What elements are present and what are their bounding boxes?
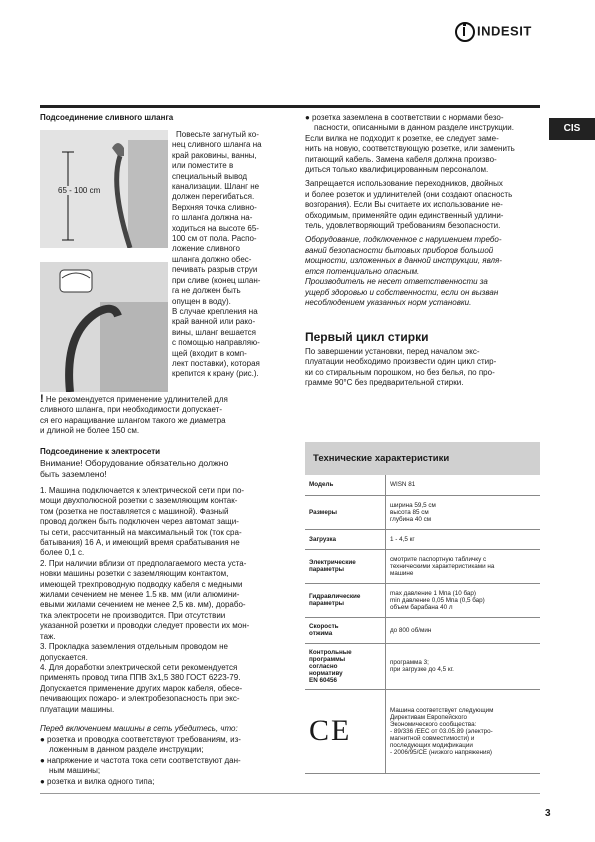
spec-value: ширина 59,5 см высота 85 см глубина 40 см — [386, 495, 541, 529]
attention-line: Внимание! Оборудование обязательно должно — [40, 458, 229, 468]
drain-line: нец сливного шланга на — [172, 140, 262, 150]
drain-warning-line: ся его наращивание шлангом такого же диаметра — [40, 415, 226, 425]
cycle-line: По завершении установки, перед началом экс- — [305, 347, 480, 356]
spec-row — [305, 475, 540, 495]
right-line: питающий кабель. Замена кабеля должна произво- — [305, 154, 497, 164]
drain-warning-line — [40, 394, 285, 405]
drain-heading: Подсоединение сливного шланга — [40, 113, 174, 122]
drain-line: лект поставки), которая — [172, 358, 260, 368]
drain-warning — [40, 394, 285, 437]
elec-line: 4. Для доработки электрической сети рекомендуется — [40, 662, 238, 672]
checklist-item: ным машины; — [49, 766, 101, 776]
elec-body — [40, 486, 285, 715]
elec-line: Допускается применение других марок кабеля, обесе- — [40, 683, 243, 693]
checklist-item: ● розетка и проводка соответствуют требованиям, из- — [40, 735, 241, 744]
warning-text: Не рекомендуется применение удлинителей для — [43, 395, 228, 404]
right-line: ● розетка заземлена в соответствии с нормами безо- — [305, 113, 504, 122]
spec-key: Размеры — [305, 495, 386, 529]
spec-row — [305, 617, 540, 643]
drain-line: крепится к крану (рис.). — [172, 369, 259, 379]
spec-key: Контрольные программы согласно нормативу EN 60456 — [305, 643, 386, 689]
before-connect-list — [40, 735, 285, 787]
elec-line: 3. Прокладка заземления отдельным проводом не — [40, 642, 228, 652]
drain-line: вины, шланг вешается — [172, 327, 256, 337]
right-line: обходимым, применяйте один единственный удлини- — [305, 210, 504, 220]
drain-warning-line: сливного шланга, при необходимости допускает- — [40, 405, 222, 415]
drain-line: В случае крепления на — [172, 306, 258, 316]
drain-line: га не должен быть — [172, 286, 241, 296]
right-italic-line: мощности, изложенных в данной инструкции, явля- — [305, 256, 502, 266]
drain-line: опущен в воду). — [172, 296, 231, 306]
right-line: возгорания). Если Вы считаете их использование не- — [305, 200, 503, 210]
brand-logo-icon — [455, 22, 475, 42]
specs-table — [305, 475, 540, 774]
drain-line: край раковины, ванны, — [172, 150, 257, 160]
drain-line: ложение сливного — [172, 244, 240, 254]
right-italic-line: Производитель не несет ответственности за — [305, 277, 488, 287]
elec-line: новки машины розетки с заземляющим контактом, — [40, 569, 229, 579]
elec-attention — [40, 458, 285, 480]
attention-line: быть заземлено! — [40, 469, 107, 479]
drain-line: Верхняя точка сливно- — [172, 202, 257, 212]
checklist-item: ● розетка и вилка одного типа; — [40, 776, 155, 786]
drain-line: или поместите в — [172, 161, 234, 171]
top-rule — [40, 105, 540, 108]
specs-title: Технические характеристики — [305, 442, 540, 475]
elec-line: указанной розетки и проводки следует провести их мон- — [40, 621, 250, 631]
drain-line: 100 см от пола. Распо- — [172, 234, 257, 244]
elec-line: том (розетка не поставляется с машиной). Фазный — [40, 506, 229, 516]
drain-line: Повесьте загнутый ко- — [176, 130, 259, 139]
spec-row — [305, 529, 540, 549]
drain-line: должен перегибаться. — [172, 192, 255, 202]
elec-line: имеющей трехпроводную подводку кабеля с медными — [40, 579, 243, 589]
right-italic-line: ваний безопасности бытовых приборов большой — [305, 245, 494, 255]
right-line: пасности, описанными в данном разделе инструкции. — [314, 123, 514, 133]
spec-row — [305, 689, 540, 773]
drain-line: щей (входит в комп- — [172, 348, 247, 358]
drain-instructions — [172, 130, 280, 380]
spec-row — [305, 495, 540, 529]
drain-line: с помощью направляю- — [172, 338, 260, 348]
cycle-line: ки со стиральным порошком, но без белья, по про- — [305, 367, 495, 377]
brand-logo — [455, 22, 532, 42]
before-connect-heading: Перед включением машины в сеть убедитесь, что: — [40, 724, 238, 733]
drain-line: канализации. Шланг не — [172, 182, 260, 192]
spec-value: смотрите паспортную табличку с техническими характеристиками на машине — [386, 549, 541, 583]
right-line: Если вилка не подходит к розетке, ее следует заме- — [305, 133, 499, 143]
elec-line: ты сети, рассчитанный на максимальный ток (ток сра- — [40, 527, 242, 537]
drain-line: при сливе (конец шлан- — [172, 275, 261, 285]
elec-line: 2. При наличии вблизи от предполагаемого места уста- — [40, 558, 247, 568]
elec-line: более 0,1 с. — [40, 548, 85, 558]
hose-hook-drawing — [40, 262, 168, 392]
right-line: диться только квалифицированным персоналом. — [305, 165, 489, 175]
spec-row — [305, 643, 540, 689]
spec-value: max давление 1 Мпа (10 бар) min давление 0,05 Мпа (0,5 бар) объем барабана 40 л — [386, 583, 541, 617]
drain-line: шланга должно обес- — [172, 254, 252, 264]
first-cycle-text — [305, 347, 545, 389]
spec-row — [305, 549, 540, 583]
drain-line: ходиться на высоте 65- — [172, 223, 259, 233]
spec-value: программа 3; при загрузке до 4,5 кг. — [386, 643, 541, 689]
spec-value: 1 - 4,5 кг — [386, 529, 541, 549]
drain-line: специальный вывод — [172, 171, 248, 181]
elec-line: батывания) 16 А, и имеющий время срабатывания не — [40, 538, 240, 548]
elec-line: 1. Машина подключается к электрической сети при по- — [40, 486, 245, 495]
elec-line: мощи двухполюсной розетки с заземляющим контак- — [40, 496, 238, 506]
right-line: и более розеток и удлинителей (они создают опасность — [305, 189, 513, 199]
spec-key: Модель — [305, 475, 386, 495]
spec-row — [305, 583, 540, 617]
right-column-text — [305, 113, 545, 308]
spec-value: до 800 об/мин — [386, 617, 541, 643]
right-italic-line: несоблюдением указанных норм установки. — [305, 297, 472, 307]
elec-line: плуатации машины. — [40, 704, 115, 714]
spec-key — [305, 689, 386, 773]
cycle-line: плуатации необходимо произвести один цикл стир- — [305, 357, 497, 367]
bottom-rule — [40, 793, 540, 794]
elec-line: жилами сечением не менее 1.5 кв. мм (или алюмини- — [40, 590, 240, 600]
hose-hook-illustration — [40, 262, 168, 392]
elec-line: печивающих пожаро- и электробезопасность при экс- — [40, 694, 240, 704]
elec-line: евыми жилами сечением не менее 2,5 кв. мм), дорабо- — [40, 600, 246, 610]
right-italic-line: ется потенциально опасным. — [305, 266, 420, 276]
elec-line: тка электросети не производится. При отсутствии — [40, 610, 226, 620]
elec-line: допускается. — [40, 652, 88, 662]
drain-warning-line: и длиной не более 150 см. — [40, 426, 140, 436]
spec-key: Загрузка — [305, 529, 386, 549]
drain-line: печивать разрыв струи — [172, 265, 258, 275]
drain-line: го шланга должна на- — [172, 213, 253, 223]
right-italic-line: ущерб здоровью и собственности, если он вызван — [305, 287, 499, 297]
elec-heading: Подсоединение к электросети — [40, 447, 161, 456]
cycle-line: грамме 90°С без предварительной стирки. — [305, 378, 464, 388]
elec-line: провод должен быть подключен через автомат защи- — [40, 517, 239, 527]
first-cycle-heading: Первый цикл стирки — [305, 330, 429, 344]
right-line: тель, удовлетворяющий требованиям безопасности. — [305, 221, 501, 231]
spec-key: Гидравлические параметры — [305, 583, 386, 617]
drain-height-label: 65 - 100 cm — [58, 186, 101, 195]
spec-key: Скорость отжима — [305, 617, 386, 643]
right-italic-line: Оборудование, подключенное с нарушением требо- — [305, 235, 502, 245]
right-line: нить на новую, соответствующую розетке, или заменить — [305, 144, 515, 154]
drain-line: край ванной или рако- — [172, 317, 256, 327]
spec-key: Электрические параметры — [305, 549, 386, 583]
checklist-item: ложенным в данном разделе инструкции; — [49, 745, 204, 755]
elec-line: применять провод типа ППВ 3х1,5 380 ГОСТ 6223-79. — [40, 673, 241, 683]
right-line: Запрещается использование переходников, двойных — [305, 179, 503, 189]
spec-value: Машина соответствует следующим Директивам Европейского Экономического сообщества: - 89/336 /EEC от 03.05.89 (электро- магнитной совместимости) и последующих модификации - 2006/95/CE (низкого напряжения) — [386, 689, 541, 773]
checklist-item: ● напряжение и частота тока сети соответствуют дан- — [40, 755, 241, 765]
elec-line: таж. — [40, 631, 56, 641]
language-tab: CIS — [549, 118, 595, 140]
ce-mark-icon: CE — [309, 714, 352, 747]
spec-value: WISN 81 — [386, 475, 541, 495]
warning-icon: ! — [40, 393, 44, 405]
page-number: 3 — [545, 808, 551, 819]
brand-name: INDESIT — [477, 23, 532, 39]
